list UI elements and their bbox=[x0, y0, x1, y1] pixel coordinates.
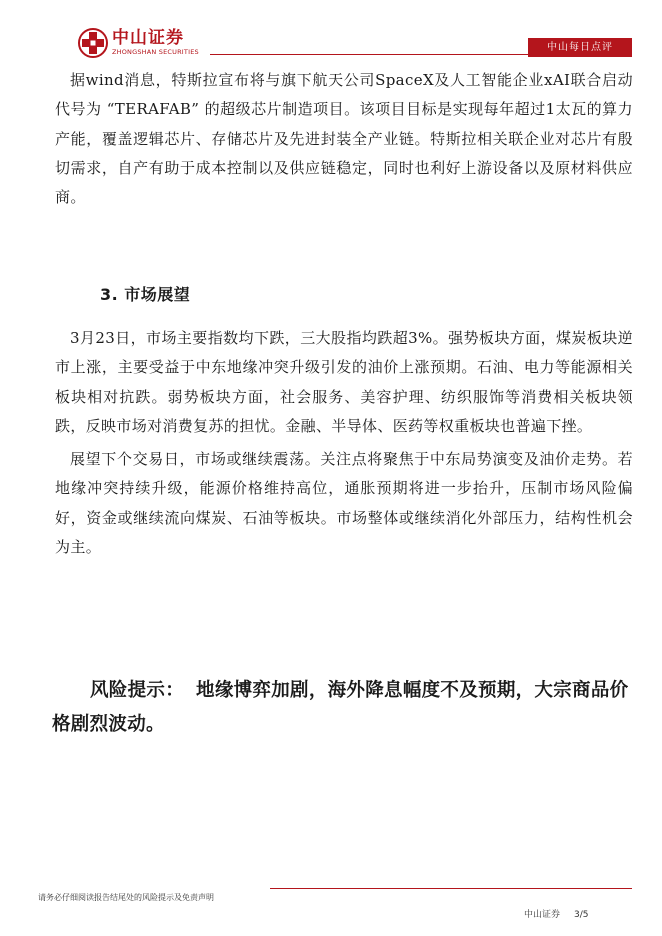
risk-warning bbox=[52, 674, 634, 742]
intro-section bbox=[55, 66, 633, 212]
header-divider bbox=[210, 54, 528, 55]
logo-icon bbox=[78, 28, 108, 58]
footer-divider bbox=[270, 888, 632, 889]
section-title: 3. 市场展望 bbox=[100, 285, 191, 304]
logo-text-en: ZHONGSHAN SECURITIES bbox=[112, 48, 199, 56]
outlook-paragraph-2: 展望下个交易日，市场或继续震荡。关注点将聚焦于中东局势演变及油价走势。若地缘冲突持续升级，能源价格维持高位，通胀预期将进一步抬升，压制市场风险偏好，资金或继续流向煤炭、石油等板块。市场整体或继续消化外部压力，结构性机会为主。 bbox=[55, 450, 633, 557]
footer-info bbox=[524, 907, 589, 920]
logo-text-cn: 中山证券 bbox=[112, 28, 184, 48]
page-header bbox=[0, 0, 662, 60]
market-outlook-section bbox=[55, 324, 633, 562]
outlook-paragraph-1: 3月23日，市场主要指数均下跌，三大股指均跌超3%。强势板块方面，煤炭板块逆市上涨，主要受益于中东地缘冲突升级引发的油价上涨预期。石油、电力等能源相关板块相对抗跌。弱势板块方面，社会服务、美容护理、纺织服饰等消费相关板块领跌，反映市场对消费复苏的担忧。金融、半导体、医药等权重板块也普遍下挫。 bbox=[55, 329, 633, 435]
page-number: 3/5 bbox=[574, 910, 589, 920]
footer-disclaimer: 请务必仔细阅读报告结尾处的风险提示及免责声明 bbox=[38, 893, 214, 902]
company-logo bbox=[78, 28, 208, 58]
report-type-badge: 中山每日点评 bbox=[528, 38, 632, 57]
footer-company: 中山证券 bbox=[524, 910, 561, 920]
intro-paragraph: 据wind消息，特斯拉宣布将与旗下航天公司SpaceX及人工智能企业xAI联合启动代号为 “TERAFAB” 的超级芯片制造项目。该项目目标是实现每年超过1太瓦的算力产能，覆盖逻辑芯片、存储芯片及先进封装全产业链。特斯拉相关联企业对芯片有殷切需求，自产有助于成本控制以及供应链稳定，同时也利好上游设备以及原材料供应商。 bbox=[55, 71, 633, 207]
risk-label: 风险提示： bbox=[90, 680, 185, 701]
risk-text: 地缘博弈加剧，海外降息幅度不及预期，大宗商品价格剧烈波动。 bbox=[52, 680, 629, 735]
